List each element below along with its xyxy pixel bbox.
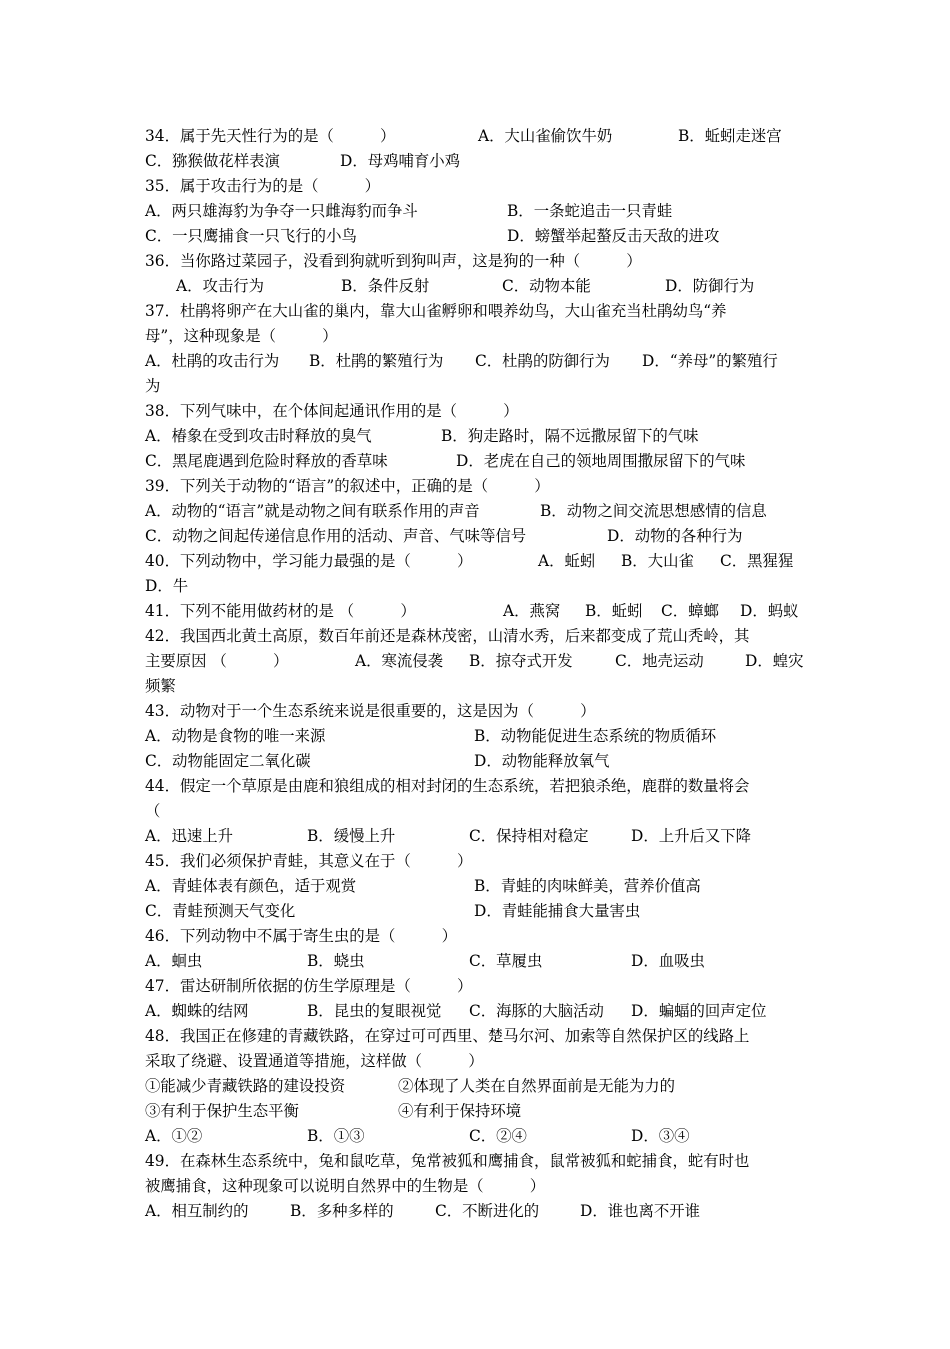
option-c: C．②④	[469, 1127, 527, 1145]
question-stem: 母”，这种现象是（ ）	[145, 327, 338, 345]
option-d: D．“养母”的繁殖行	[642, 352, 778, 370]
option-d: D．上升后又下降	[631, 827, 752, 845]
option-b: B．狗走路时，隔不远撒尿留下的气味	[441, 427, 699, 445]
question-34	[145, 124, 782, 149]
question-39	[145, 474, 550, 499]
option-d: D．蚂蚁	[740, 602, 799, 620]
question-37-cont	[145, 324, 338, 349]
option-d: D．③④	[631, 1127, 690, 1145]
option-c: C．动物之间起传递信息作用的活动、声音、气味等信号	[145, 527, 527, 545]
question-35	[145, 174, 381, 199]
option-c: C．蟑螂	[661, 602, 719, 620]
option-d: D．动物能释放氧气	[474, 752, 610, 770]
option-b: B．蛲虫	[307, 952, 365, 970]
option-b: B．蚯蚓	[585, 602, 643, 620]
option-d: D．老虎在自己的领地周围撒尿留下的气味	[456, 452, 746, 470]
statement-1: ①能减少青藏铁路的建设投资	[145, 1077, 346, 1095]
question-45-options-ab	[145, 874, 701, 899]
option-d: D．蝗灾	[745, 652, 804, 670]
option-b: B．缓慢上升	[307, 827, 396, 845]
question-stem: 35．属于攻击行为的是（ ）	[145, 177, 381, 195]
option-a: A．动物的“语言”就是动物之间有联系作用的声音	[145, 502, 480, 520]
question-48-statements-34	[145, 1099, 522, 1124]
question-45	[145, 849, 473, 874]
statement-4: ④有利于保持环境	[398, 1102, 522, 1120]
question-41	[145, 599, 799, 624]
option-b: B．蚯蚓走迷宫	[678, 127, 782, 145]
question-36	[145, 249, 642, 274]
question-48-statements-12	[145, 1074, 676, 1099]
option-b: B．动物之间交流思想感情的信息	[540, 502, 767, 520]
option-c: C．草履虫	[469, 952, 543, 970]
question-48-options	[145, 1124, 690, 1149]
question-42	[145, 624, 750, 649]
question-46-options	[145, 949, 705, 974]
option-a: A．攻击行为	[176, 277, 265, 295]
question-48	[145, 1024, 750, 1049]
option-a: A．杜鹃的攻击行为	[145, 352, 280, 370]
option-b: B．昆虫的复眼视觉	[307, 1002, 442, 1020]
option-a: A．①②	[145, 1127, 203, 1145]
question-stem: （	[145, 802, 161, 820]
question-35-options-cd	[145, 224, 720, 249]
question-stem: 36．当你路过菜园子，没看到狗就听到狗叫声，这是狗的一种（ ）	[145, 252, 642, 270]
question-37-options-cont	[145, 374, 165, 399]
question-34-options	[145, 149, 461, 174]
option-a: A．动物是食物的唯一来源	[145, 727, 326, 745]
option-c: C．地壳运动	[615, 652, 704, 670]
option-b: B．动物能促进生态系统的物质循环	[474, 727, 717, 745]
option-a: A．大山雀偷饮牛奶	[478, 127, 613, 145]
option-d: D．蝙蝠的回声定位	[631, 1002, 767, 1020]
option-a: A．蚯蚓	[538, 552, 596, 570]
option-a: A．寒流侵袭	[355, 652, 444, 670]
option-a: A．燕窝	[503, 602, 561, 620]
question-39-options-ab	[145, 499, 767, 524]
question-40-cont	[145, 574, 189, 599]
question-stem: 34．属于先天性行为的是（ ）	[145, 127, 396, 145]
question-stem: 42．我国西北黄土高原，数百年前还是森林茂密，山清水秀，后来都变成了荒山秃岭，其	[145, 627, 750, 645]
option-c: C．动物能固定二氧化碳	[145, 752, 311, 770]
option-a: A．青蛙体表有颜色，适于观赏	[145, 877, 357, 895]
statement-2: ②体现了人类在自然界面前是无能为力的	[398, 1077, 676, 1095]
option-b: B．一条蛇追击一只青蛙	[507, 202, 673, 220]
option-c: C．动物本能	[502, 277, 591, 295]
question-43-options-ab	[145, 724, 717, 749]
option-b: B．条件反射	[341, 277, 430, 295]
option-c: C．保持相对稳定	[469, 827, 589, 845]
option-c: C．黑尾鹿遇到危险时释放的香草味	[145, 452, 388, 470]
question-49-cont	[145, 1174, 546, 1199]
question-stem: 主要原因 （ ）	[145, 652, 289, 670]
option-c: C．一只鹰捕食一只飞行的小鸟	[145, 227, 357, 245]
question-stem: 采取了绕避、设置通道等措施，这样做（ ）	[145, 1052, 484, 1070]
question-stem: 被鹰捕食，这种现象可以说明自然界中的生物是（ ）	[145, 1177, 546, 1195]
question-49	[145, 1149, 750, 1174]
option-a: A．迅速上升	[145, 827, 234, 845]
question-45-options-cd	[145, 899, 641, 924]
option-c: C．不断进化的	[435, 1202, 540, 1220]
question-44-cont	[145, 799, 165, 824]
question-stem: 43．动物对于一个生态系统来说是很重要的，这是因为（ ）	[145, 702, 596, 720]
question-stem: 47．雷达研制所依据的仿生学原理是（ ）	[145, 977, 473, 995]
option-d: D．青蛙能捕食大量害虫	[474, 902, 641, 920]
question-stem: 48．我国正在修建的青藏铁路，在穿过可可西里、楚马尔河、加索等自然保护区的线路上	[145, 1027, 750, 1045]
question-44-options	[145, 824, 752, 849]
option-b: B．多种多样的	[290, 1202, 394, 1220]
option-d: D．牛	[145, 577, 189, 595]
question-35-options-ab	[145, 199, 673, 224]
question-stem: 44．假定一个草原是由鹿和狼组成的相对封闭的生态系统，若把狼杀绝，鹿群的数量将会	[145, 777, 750, 795]
question-38	[145, 399, 519, 424]
question-37	[145, 299, 727, 324]
option-c: C．海豚的大脑活动	[469, 1002, 604, 1020]
option-a: A．蛔虫	[145, 952, 203, 970]
option-b: B．杜鹃的繁殖行为	[309, 352, 444, 370]
question-43	[145, 699, 596, 724]
option-a: A．蜘蛛的结网	[145, 1002, 249, 1020]
option-d: D．血吸虫	[631, 952, 705, 970]
question-48-cont	[145, 1049, 484, 1074]
question-39-options-cd	[145, 524, 743, 549]
option-d: D．动物的各种行为	[607, 527, 743, 545]
option-d-cont: 频繁	[145, 677, 176, 695]
option-d: D．螃蟹举起螯反击天敌的进攻	[507, 227, 720, 245]
question-42-cont	[145, 649, 804, 674]
option-c: C．猕猴做花样表演	[145, 152, 280, 170]
question-43-options-cd	[145, 749, 610, 774]
option-c: C．杜鹃的防御行为	[475, 352, 610, 370]
question-stem: 39．下列关于动物的“语言”的叙述中，正确的是（ ）	[145, 477, 550, 495]
option-a: A．相互制约的	[145, 1202, 249, 1220]
question-36-options	[145, 274, 755, 299]
option-d: D．谁也离不开谁	[580, 1202, 701, 1220]
question-stem: 49．在森林生态系统中，兔和鼠吃草，兔常被狐和鹰捕食，鼠常被狐和蛇捕食，蛇有时也	[145, 1152, 750, 1170]
option-b: B．大山雀	[621, 552, 694, 570]
question-38-options-cd	[145, 449, 746, 474]
option-d: D．防御行为	[665, 277, 755, 295]
question-47-options	[145, 999, 767, 1024]
question-stem: 40．下列动物中，学习能力最强的是（ ）	[145, 552, 473, 570]
question-40	[145, 549, 794, 574]
option-a: A．椿象在受到攻击时释放的臭气	[145, 427, 372, 445]
question-stem: 37．杜鹃将卵产在大山雀的巢内，靠大山雀孵卵和喂养幼鸟，大山雀充当杜鹃幼鸟“养	[145, 302, 727, 320]
question-42-options-cont	[145, 674, 176, 699]
statement-3: ③有利于保护生态平衡	[145, 1102, 299, 1120]
option-c: C．黑猩猩	[720, 552, 794, 570]
question-37-options	[145, 349, 778, 374]
option-b: B．青蛙的肉味鲜美，营养价值高	[474, 877, 701, 895]
question-stem: 41．下列不能用做药材的是 （ ）	[145, 602, 416, 620]
option-b: B．掠夺式开发	[469, 652, 573, 670]
option-b: B．①③	[307, 1127, 365, 1145]
question-46	[145, 924, 458, 949]
option-d: D．母鸡哺育小鸡	[340, 152, 461, 170]
option-c: C．青蛙预测天气变化	[145, 902, 296, 920]
question-stem: 46．下列动物中不属于寄生虫的是（ ）	[145, 927, 458, 945]
question-38-options-ab	[145, 424, 699, 449]
option-a: A．两只雄海豹为争夺一只雌海豹而争斗	[145, 202, 418, 220]
question-44	[145, 774, 750, 799]
question-49-options	[145, 1199, 701, 1224]
question-stem: 45．我们必须保护青蛙，其意义在于（ ）	[145, 852, 473, 870]
question-stem: 38．下列气味中，在个体间起通讯作用的是（ ）	[145, 402, 519, 420]
question-47	[145, 974, 473, 999]
option-d-cont: 为	[145, 377, 161, 395]
